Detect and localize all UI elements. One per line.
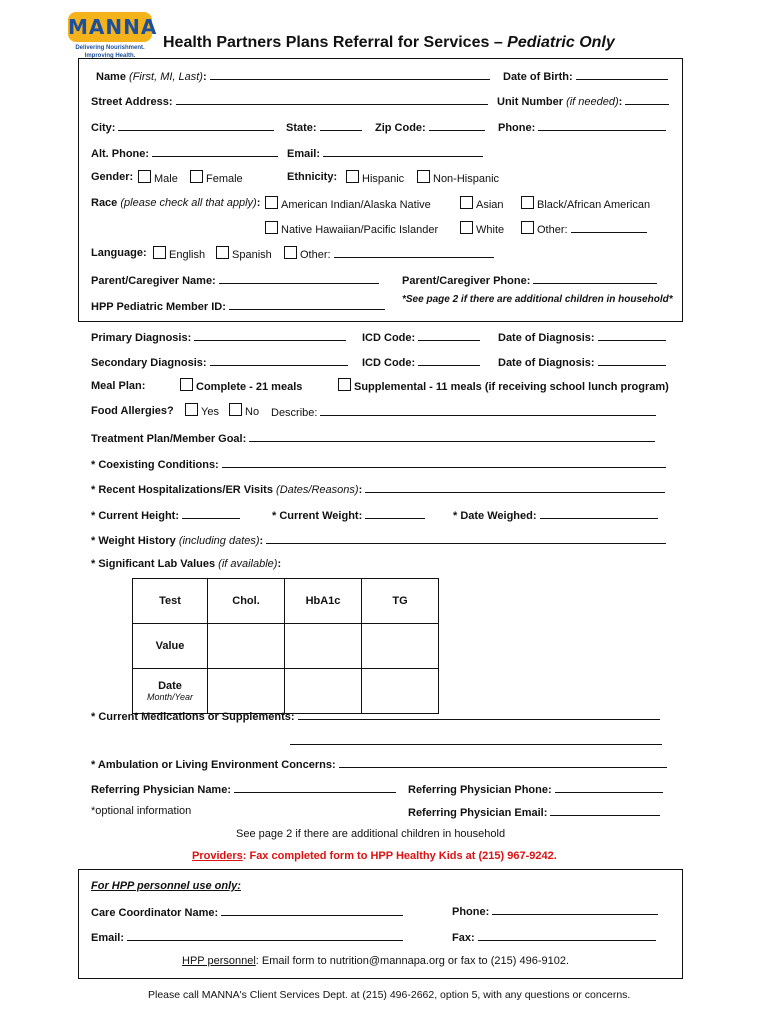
allergies-yes-checkbox[interactable]: Yes	[185, 403, 219, 418]
zip-code-field[interactable]: Zip Code:	[375, 120, 485, 134]
parent-phone-field[interactable]: Parent/Caregiver Phone:	[402, 273, 657, 287]
phone-field[interactable]: Phone:	[498, 120, 666, 134]
meal-complete-checkbox[interactable]: Complete - 21 meals	[180, 378, 302, 393]
food-allergies-label: Food Allergies?	[91, 405, 174, 417]
lab-cell-tg-value[interactable]	[362, 624, 439, 669]
logo-tagline-1: Delivering Nourishment.	[75, 45, 145, 51]
member-id-field[interactable]: HPP Pediatric Member ID:	[91, 299, 385, 313]
name-field[interactable]: Name (First, MI, Last):	[96, 69, 490, 83]
secondary-diagnosis-field[interactable]: Secondary Diagnosis:	[91, 355, 348, 369]
race-label: Race (please check all that apply):	[91, 197, 261, 209]
checkbox-icon	[417, 170, 430, 183]
lab-cell-hba1c-value[interactable]	[285, 624, 362, 669]
lab-cell-chol-date[interactable]	[208, 669, 285, 714]
race-other-checkbox[interactable]: Other:	[521, 221, 647, 236]
checkbox-icon	[346, 170, 359, 183]
providers-fax-note: Providers: Fax completed form to HPP Healthy Kids at (215) 967-9242.	[192, 850, 557, 862]
primary-diagnosis-field[interactable]: Primary Diagnosis:	[91, 330, 346, 344]
parent-name-field[interactable]: Parent/Caregiver Name:	[91, 273, 379, 287]
language-spanish-checkbox[interactable]: Spanish	[216, 246, 272, 261]
manna-logo	[62, 10, 158, 58]
race-asian-checkbox[interactable]: Asian	[460, 196, 504, 211]
hpp-box-heading: For HPP personnel use only:	[91, 880, 241, 892]
checkbox-icon	[138, 170, 151, 183]
lab-cell-chol-value[interactable]	[208, 624, 285, 669]
checkbox-icon	[185, 403, 198, 416]
hpp-personnel-note: HPP personnel: Email form to nutrition@mannapa.org or fax to (215) 496-9102.	[182, 955, 570, 967]
checkbox-icon	[521, 221, 534, 234]
referring-physician-phone-field[interactable]: Referring Physician Phone:	[408, 782, 663, 796]
coexisting-conditions-field[interactable]: * Coexisting Conditions:	[91, 457, 666, 471]
ethnicity-hispanic-checkbox[interactable]: Hispanic	[346, 170, 404, 185]
dob-field[interactable]: Date of Birth:	[503, 69, 668, 83]
race-black-checkbox[interactable]: Black/African American	[521, 196, 650, 211]
lab-values-table	[132, 578, 439, 714]
secondary-icd-field[interactable]: ICD Code:	[362, 355, 480, 369]
treatment-plan-field[interactable]: Treatment Plan/Member Goal:	[91, 431, 655, 445]
unit-number-field[interactable]: Unit Number (if needed):	[497, 94, 669, 108]
state-field[interactable]: State:	[286, 120, 362, 134]
logo-tagline-2: Improving Health.	[84, 53, 136, 59]
meal-plan-label: Meal Plan:	[91, 380, 146, 392]
ethnicity-non-hispanic-checkbox[interactable]: Non-Hispanic	[417, 170, 499, 185]
lab-header-chol: Chol.	[208, 579, 285, 624]
lab-header-test: Test	[133, 579, 208, 624]
checkbox-icon	[265, 221, 278, 234]
optional-information-note: *optional information	[91, 805, 192, 817]
checkbox-icon	[229, 403, 242, 416]
medications-continuation-line[interactable]	[290, 734, 662, 748]
allergies-describe-field[interactable]: Describe:	[271, 405, 656, 419]
checkbox-icon	[265, 196, 278, 209]
current-medications-field[interactable]: * Current Medications or Supplements:	[91, 709, 660, 723]
email-field[interactable]: Email:	[287, 146, 483, 160]
checkbox-icon	[284, 246, 297, 259]
weight-history-field[interactable]: * Weight History (including dates):	[91, 533, 666, 547]
language-other-checkbox[interactable]: Other:	[284, 246, 494, 261]
hospitalizations-field[interactable]: * Recent Hospitalizations/ER Visits (Dates/Reasons):	[91, 482, 665, 496]
checkbox-icon	[521, 196, 534, 209]
language-label: Language:	[91, 247, 147, 259]
table-row	[133, 669, 439, 714]
checkbox-icon	[338, 378, 351, 391]
hpp-fax-field[interactable]: Fax:	[452, 930, 656, 944]
checkbox-icon	[180, 378, 193, 391]
lab-values-label: * Significant Lab Values (if available):	[91, 558, 282, 570]
race-white-checkbox[interactable]: White	[460, 221, 504, 236]
lab-row-date-label: Date Month/Year	[133, 669, 208, 714]
lab-cell-hba1c-date[interactable]	[285, 669, 362, 714]
hpp-email-field[interactable]: Email:	[91, 930, 403, 944]
table-row	[133, 624, 439, 669]
current-weight-field[interactable]: * Current Weight:	[272, 508, 425, 522]
checkbox-icon	[190, 170, 203, 183]
primary-date-of-diagnosis-field[interactable]: Date of Diagnosis:	[498, 330, 666, 344]
race-american-indian-checkbox[interactable]: American Indian/Alaska Native	[265, 196, 431, 211]
meal-supplemental-checkbox[interactable]: Supplemental - 11 meals (if receiving school lunch program)	[338, 378, 669, 393]
lab-header-tg: TG	[362, 579, 439, 624]
checkbox-icon	[460, 196, 473, 209]
date-weighed-field[interactable]: * Date Weighed:	[453, 508, 658, 522]
referring-physician-email-field[interactable]: Referring Physician Email:	[408, 805, 660, 819]
alt-phone-field[interactable]: Alt. Phone:	[91, 146, 278, 160]
street-address-field[interactable]: Street Address:	[91, 94, 488, 108]
checkbox-icon	[153, 246, 166, 259]
city-field[interactable]: City:	[91, 120, 274, 134]
lab-cell-tg-date[interactable]	[362, 669, 439, 714]
table-row	[133, 579, 439, 624]
secondary-date-of-diagnosis-field[interactable]: Date of Diagnosis:	[498, 355, 666, 369]
language-english-checkbox[interactable]: English	[153, 246, 205, 261]
lab-row-value-label: Value	[133, 624, 208, 669]
referring-physician-name-field[interactable]: Referring Physician Name:	[91, 782, 396, 796]
see-page-2-footer-note: See page 2 if there are additional children in household	[236, 828, 506, 840]
hpp-phone-field[interactable]: Phone:	[452, 904, 658, 918]
footer-contact-note: Please call MANNA's Client Services Dept. at (215) 496-2662, option 5, with any questions or concerns.	[148, 989, 631, 1001]
current-height-field[interactable]: * Current Height:	[91, 508, 240, 522]
allergies-no-checkbox[interactable]: No	[229, 403, 259, 418]
see-page-2-note: *See page 2 if there are additional children in household*	[402, 294, 673, 305]
race-native-hawaiian-checkbox[interactable]: Native Hawaiian/Pacific Islander	[265, 221, 438, 236]
primary-icd-field[interactable]: ICD Code:	[362, 330, 480, 344]
page-title: Health Partners Plans Referral for Services – Pediatric Only	[163, 34, 615, 51]
ambulation-concerns-field[interactable]: * Ambulation or Living Environment Concerns:	[91, 757, 667, 771]
checkbox-icon	[460, 221, 473, 234]
ethnicity-label: Ethnicity:	[287, 171, 338, 183]
gender-male-checkbox[interactable]: Male	[138, 170, 178, 185]
care-coordinator-name-field[interactable]: Care Coordinator Name:	[91, 905, 403, 919]
checkbox-icon	[216, 246, 229, 259]
logo-name: MANNA	[68, 15, 158, 39]
gender-female-checkbox[interactable]: Female	[190, 170, 243, 185]
lab-header-hba1c: HbA1c	[285, 579, 362, 624]
gender-label: Gender:	[91, 171, 134, 183]
